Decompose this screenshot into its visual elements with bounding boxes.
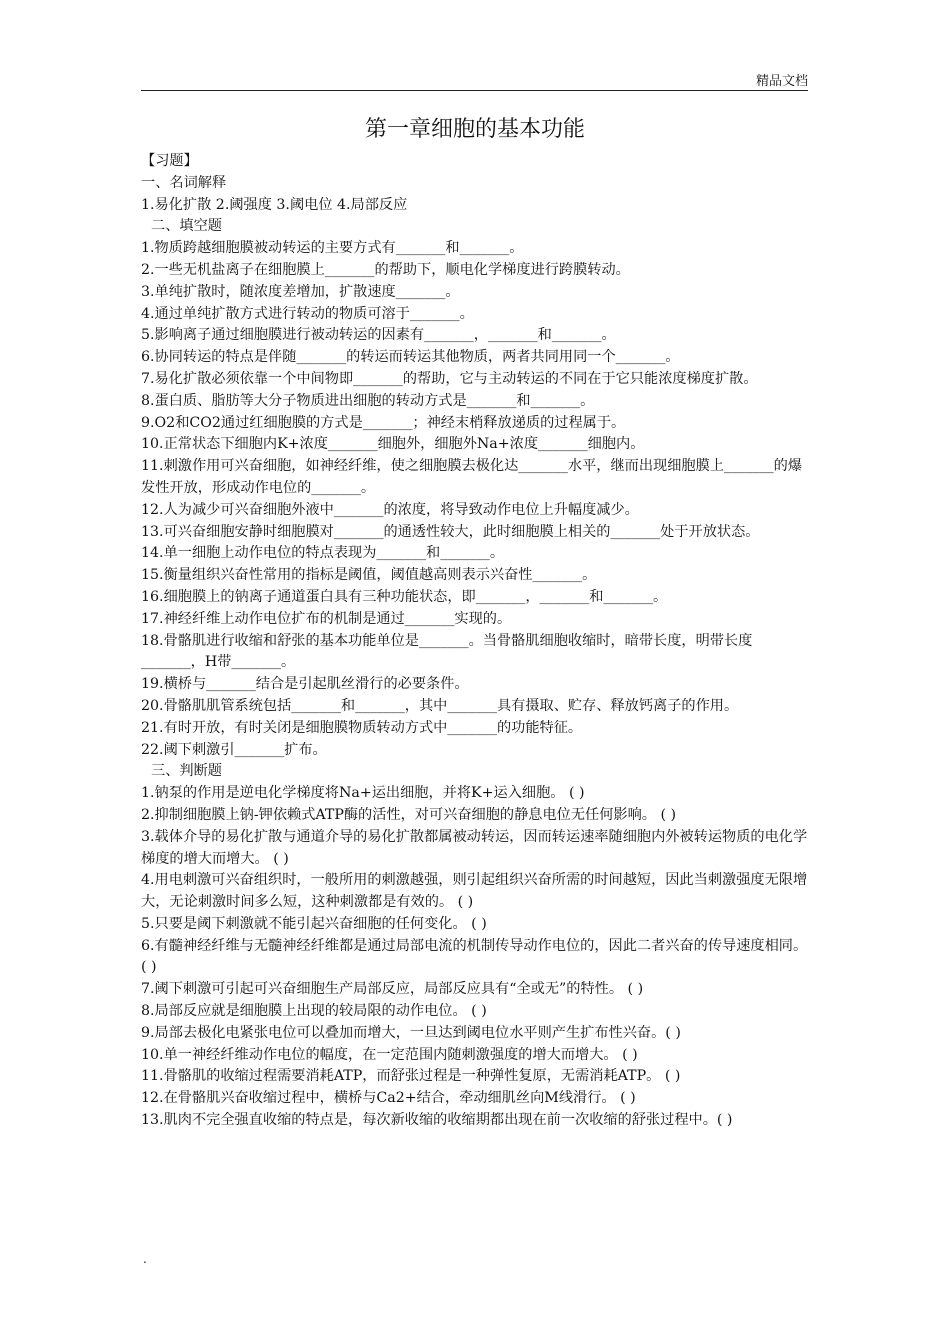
question-item: 21.有时开放，有时关闭是细胞膜物质转动方式中_______的功能特征。 xyxy=(141,719,583,736)
question-item: 4.通过单纯扩散方式进行转动的物质可溶于_______。 xyxy=(141,305,474,322)
footer-mark: . xyxy=(143,1252,147,1266)
question-item: 22.阈下刺激引_______扩布。 xyxy=(141,741,327,758)
question-item: 8.蛋白质、脂肪等大分子物质进出细胞的转动方式是_______和_______。 xyxy=(141,392,595,409)
question-item: 19.横桥与_______结合是引起肌丝滑行的必要条件。 xyxy=(141,676,469,693)
question-item: 11.刺激作用可兴奋细胞，如神经纤维，使之细胞膜去极化达_______水平，继而出现细胞膜上_______的爆发性开放，形成动作电位的_______。 xyxy=(141,458,803,496)
question-item: 18.骨骼肌进行收缩和舒张的基本功能单位是_______。当骨骼肌细胞收缩时，暗带长度，明带长度_______，H带_______。 xyxy=(141,632,753,671)
question-item: 10.单一神经纤维动作电位的幅度，在一定范围内随刺激强度的增大而增大。 ( ) xyxy=(141,1046,638,1063)
question-item: 16.细胞膜上的钠离子通道蛋白具有三种功能状态，即_______，_______和_______。 xyxy=(141,588,668,605)
question-item: 9.局部去极化电紧张电位可以叠加而增大，一旦达到阈电位水平则产生扩布性兴奋。( ) xyxy=(141,1024,681,1041)
section-heading-true-false: 三、判断题 xyxy=(151,763,222,780)
question-item: 5.影响离子通过细胞膜进行被动转运的因素有_______，_______和_______。 xyxy=(141,327,616,344)
question-item: 13.可兴奋细胞安静时细胞膜对_______的通透性较大，此时细胞膜上相关的_______处于开放状态。 xyxy=(141,523,760,540)
page-title: 第一章细胞的基本功能 xyxy=(364,117,585,142)
question-item: 3.单纯扩散时，随浓度差增加，扩散速度_______。 xyxy=(141,283,460,300)
question-item: 3.载体介导的易化扩散与通道介导的易化扩散都属被动转运，因而转运速率随细胞内外被转运物质的电化学梯度的增大而增大。 ( ) xyxy=(141,828,808,867)
question-item: 1.钠泵的作用是逆电化学梯度将Na+运出细胞，并将K+运入细胞。 ( ) xyxy=(141,785,585,802)
question-item: 5.只要是阈下刺激就不能引起兴奋细胞的任何变化。 ( ) xyxy=(141,915,487,932)
section-heading-fill-blank: 二、填空题 xyxy=(151,218,222,235)
question-item: 10.正常状态下细胞内K+浓度_______细胞外，细胞外Na+浓度_______细胞内。 xyxy=(141,436,645,453)
question-item: 12.在骨骼肌兴奋收缩过程中，横桥与Ca2+结合，牵动细肌丝向M线滑行。 ( ) xyxy=(141,1090,636,1107)
question-item: 11.骨骼肌的收缩过程需要消耗ATP，而舒张过程是一种弹性复原，无需消耗ATP。 ( ) xyxy=(141,1068,681,1085)
term-list: 1.易化扩散 2.阈强度 3.阈电位 4.局部反应 xyxy=(141,196,408,213)
exercise-tag: 【习题】 xyxy=(141,153,198,169)
question-item: 17.神经纤维上动作电位扩布的机制是通过_______实现的。 xyxy=(141,610,512,627)
header-label: 精品文档 xyxy=(755,74,808,89)
question-item: 8.局部反应就是细胞膜上出现的较局限的动作电位。 ( ) xyxy=(141,1003,487,1020)
question-item: 15.衡量组织兴奋性常用的指标是阈值，阈值越高则表示兴奋性_______。 xyxy=(141,567,597,584)
document-body xyxy=(141,151,809,1132)
question-item: 14.单一细胞上动作电位的特点表现为_______和_______。 xyxy=(141,545,505,562)
question-item: 9.O2和CO2通过红细胞膜的方式是_______；神经末梢释放递质的过程属于。 xyxy=(141,414,626,431)
question-item: 7.阈下刺激可引起可兴奋细胞生产局部反应，局部反应具有“全或无”的特性。 ( ) xyxy=(141,981,644,998)
header-divider xyxy=(141,90,808,91)
question-item: 1.物质跨越细胞膜被动转运的主要方式有_______和_______。 xyxy=(141,240,524,257)
question-item: 12.人为减少可兴奋细胞外液中_______的浓度，将导致动作电位上升幅度减少。 xyxy=(141,501,639,518)
question-item: 2.抑制细胞膜上钠-钾依赖式ATP酶的活性，对可兴奋细胞的静息电位无任何影响。 ( ) xyxy=(141,806,677,823)
question-item: 4.用电刺激可兴奋组织时，一般所用的刺激越强，则引起组织兴奋所需的时间越短，因此当刺激强度无限增大，无论刺激时间多么短，这种刺激都是有效的。 ( ) xyxy=(141,872,808,911)
question-item: 20.骨骼肌肌管系统包括_______和_______，其中_______具有摄取、贮存、释放钙离子的作用。 xyxy=(141,697,739,714)
question-item: 13.肌肉不完全强直收缩的特点是，每次新收缩的收缩期都出现在前一次收缩的舒张过程中。( ) xyxy=(141,1112,733,1129)
question-item: 7.易化扩散必须依靠一个中间物即_______的帮助，它与主动转运的不同在于它只能浓度梯度扩散。 xyxy=(141,370,758,387)
question-item: 2.一些无机盐离子在细胞膜上_______的帮助下，顺电化学梯度进行跨膜转动。 xyxy=(141,261,630,278)
question-item: 6.协同转运的特点是伴随_______的转运而转运其他物质，两者共同用同一个_______。 xyxy=(141,349,680,366)
question-item: 6.有髓神经纤维与无髓神经纤维都是通过局部电流的机制传导动作电位的，因此二者兴奋的传导速度相同。 ( ) xyxy=(141,937,808,976)
section-heading-terms: 一、名词解释 xyxy=(141,174,227,191)
